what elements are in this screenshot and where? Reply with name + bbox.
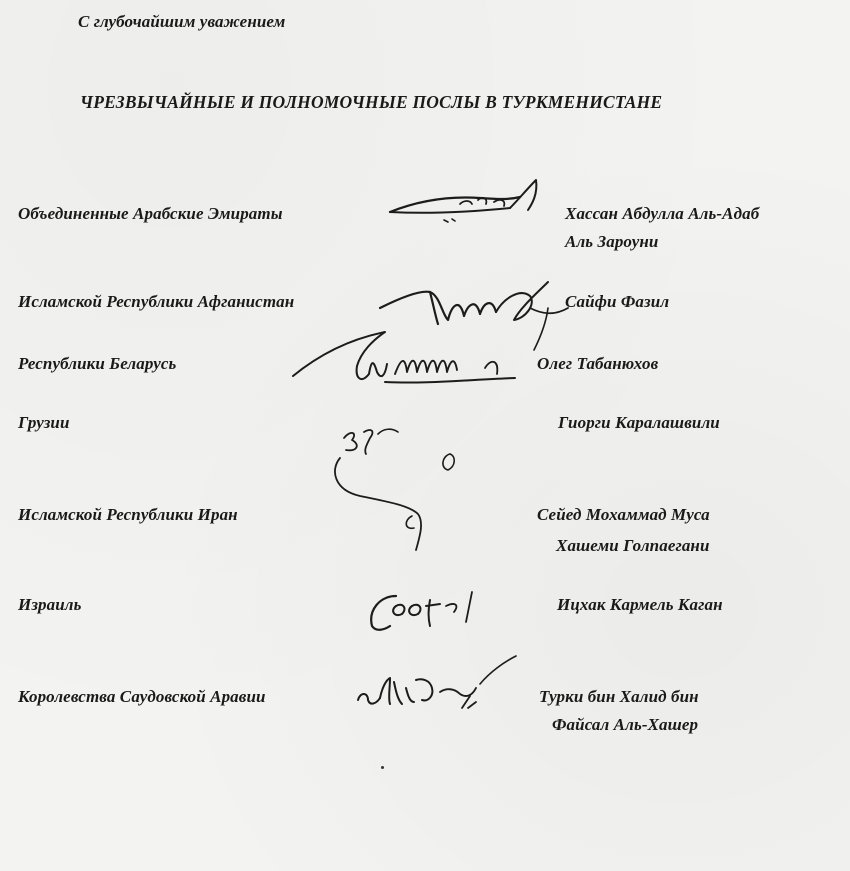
country-belarus: Республики Беларусь (18, 354, 177, 373)
country-iran: Исламской Республики Иран (18, 505, 238, 524)
document-heading: ЧРЕЗВЫЧАЙНЫЕ И ПОЛНОМОЧНЫЕ ПОСЛЫ В ТУРКМЕНИСТАНЕ (80, 92, 663, 112)
country-georgia: Грузии (18, 413, 70, 432)
ambassador-iran-line2: Хашеми Голпаегани (556, 536, 710, 555)
ambassador-saudi-line1: Турки бин Халид бин (539, 687, 699, 706)
ambassador-saudi-line2: Файсал Аль-Хашер (552, 715, 699, 734)
ambassador-israel: Ицхак Кармель Каган (557, 595, 723, 614)
ambassador-uae-line1: Хассан Абдулла Аль-Адаб (565, 204, 760, 223)
ambassador-iran-line1: Сейед Мохаммад Муса (537, 505, 710, 524)
ink-speck (381, 766, 384, 769)
country-afghanistan: Исламской Республики Афганистан (18, 292, 295, 311)
country-saudi-arabia: Королевства Саудовской Аравии (18, 687, 266, 706)
country-israel: Израиль (18, 595, 82, 614)
ambassador-uae-line2: Аль Зароуни (565, 232, 659, 251)
ambassador-georgia: Гиорги Каралашвили (558, 413, 720, 432)
closing-salutation: С глубочайшим уважением (78, 12, 286, 31)
ambassador-afghanistan: Сайфи Фазил (565, 292, 670, 311)
ambassador-belarus: Олег Табанюхов (537, 354, 659, 373)
country-uae: Объединенные Арабские Эмираты (18, 204, 283, 223)
